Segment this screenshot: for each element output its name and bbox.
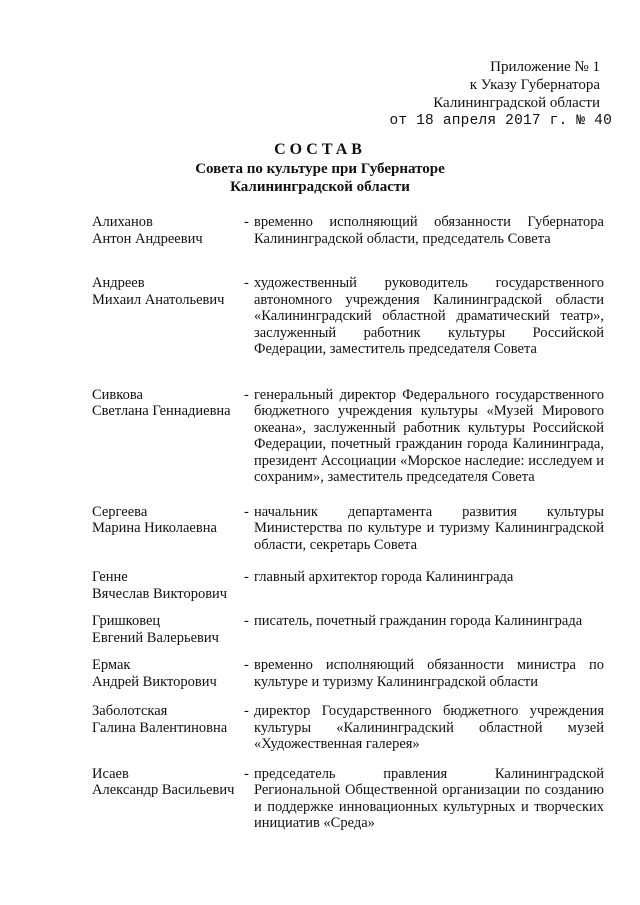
member-role: писатель, почетный гражданин города Калининграда xyxy=(254,613,583,629)
member-surname: Сергеева xyxy=(92,503,148,520)
member-dash: - xyxy=(244,214,249,230)
member-entry xyxy=(92,214,604,247)
title-main: СОСТАВ xyxy=(274,141,366,158)
appendix-decree-ref: к Указу Губернатора xyxy=(469,77,600,93)
member-entry xyxy=(92,766,604,832)
member-role: директор Государственного бюджетного учреждения культуры «Калининградский областной музей «Художественная галерея» xyxy=(254,703,604,752)
member-given-names: Антон Андреевич xyxy=(92,230,203,247)
member-entry xyxy=(92,613,604,646)
member-dash: - xyxy=(244,765,249,782)
member-role: художественный руководитель государственного автономного учреждения Калининградской области «Калининградский областной драматический театр», заслуженный работник культуры Российской Федерации, заместитель председателя Совета xyxy=(254,275,604,357)
member-role: временно исполняющий обязанности министра по культуре и туризму Калининградской области xyxy=(254,657,604,690)
member-role: генеральный директор Федерального государственного бюджетного учреждения культуры «Музей Мирового океана», заслуженный работник культуры Российской Федерации, почетный гражданин города Калининграда, президент Ассоциации «Морское наследие: исследуем и сохраним», заместитель председателя Совета xyxy=(254,386,604,485)
member-name xyxy=(92,504,244,554)
member-dash: - xyxy=(244,503,249,520)
appendix-number: Приложение № 1 xyxy=(490,59,600,75)
member-role: главный архитектор города Калининграда xyxy=(254,569,514,585)
appendix-region: Калининградской области xyxy=(433,95,600,111)
title-sub-1: Совета по культуре при Губернаторе xyxy=(195,161,445,177)
member-dash: - xyxy=(244,657,249,673)
member-name xyxy=(92,214,244,247)
title-sub-2: Калининградской области xyxy=(230,179,410,195)
member-given-names: Андрей Викторович xyxy=(92,673,217,690)
member-name xyxy=(92,275,244,358)
member-given-names: Михаил Анатольевич xyxy=(92,291,225,308)
member-role: временно исполняющий обязанности Губернатора Калининградской области, председатель Совета xyxy=(254,214,604,247)
member-entry xyxy=(92,275,604,358)
member-surname: Сивкова xyxy=(92,386,143,403)
member-entry xyxy=(92,569,604,602)
member-name xyxy=(92,766,244,832)
member-dash: - xyxy=(244,386,249,403)
member-entry xyxy=(92,703,604,753)
document-title xyxy=(0,140,640,196)
member-surname: Ермак xyxy=(92,657,131,673)
member-role: председатель правления Калининградской Региональной Общественной организации по созданию и поддержке инновационных культурных и творческих инициатив «Среда» xyxy=(254,765,604,831)
member-entry xyxy=(92,504,604,554)
member-name xyxy=(92,569,244,602)
member-surname: Генне xyxy=(92,569,128,585)
member-given-names: Марина Николаевна xyxy=(92,520,217,536)
member-given-names: Светлана Геннадиевна xyxy=(92,403,231,419)
member-name xyxy=(92,613,244,646)
member-given-names: Александр Васильевич xyxy=(92,782,235,798)
appendix-date: от 18 апреля 2017 г. № 40 xyxy=(389,113,612,129)
member-name xyxy=(92,657,244,690)
member-role: начальник департамента развития культуры Министерства по культуре и туризму Калининградской области, секретарь Совета xyxy=(254,503,604,553)
member-dash: - xyxy=(244,703,249,719)
member-surname: Заболотская xyxy=(92,703,168,719)
member-given-names: Евгений Валерьевич xyxy=(92,629,219,646)
member-given-names: Вячеслав Викторович xyxy=(92,585,228,602)
appendix-header xyxy=(389,58,612,130)
member-surname: Алиханов xyxy=(92,214,153,230)
member-given-names: Галина Валентиновна xyxy=(92,719,228,736)
member-surname: Гришковец xyxy=(92,613,161,629)
member-dash: - xyxy=(244,569,249,585)
member-dash: - xyxy=(244,275,249,291)
member-list xyxy=(92,214,604,832)
member-name xyxy=(92,387,244,486)
member-surname: Исаев xyxy=(92,765,129,782)
member-entry xyxy=(92,657,604,690)
member-entry xyxy=(92,387,604,486)
member-dash: - xyxy=(244,613,249,629)
member-name xyxy=(92,703,244,753)
member-surname: Андреев xyxy=(92,275,145,291)
